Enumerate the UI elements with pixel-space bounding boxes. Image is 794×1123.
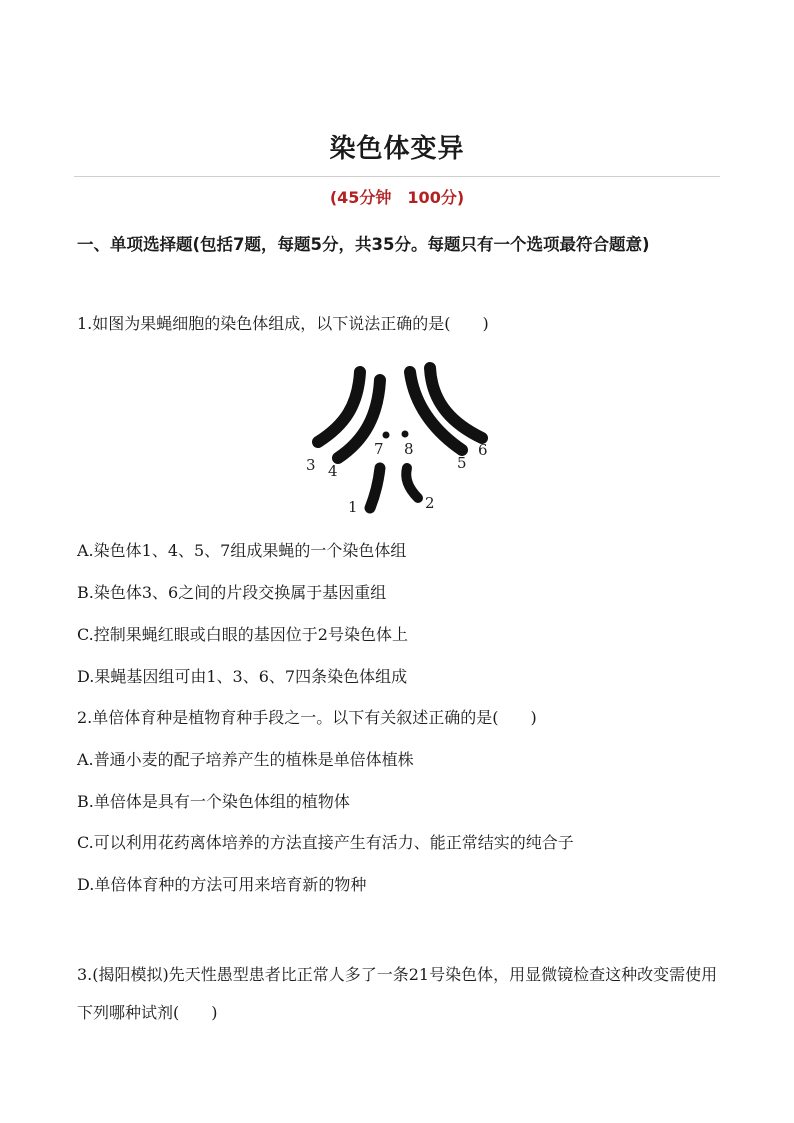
label-2: 2 xyxy=(425,494,435,512)
question-1-option-c: C.控制果蝇红眼或白眼的基因位于2号染色体上 xyxy=(77,625,408,644)
question-2-option-c: C.可以利用花药离体培养的方法直接产生有活力、能正常结实的纯合子 xyxy=(77,833,574,852)
title-divider xyxy=(74,176,720,177)
section-heading: 一、单项选择题(包括7题，每题5分，共35分。每题只有一个选项最符合题意) xyxy=(77,235,650,254)
question-1-stem: 1.如图为果蝇细胞的染色体组成，以下说法正确的是( ) xyxy=(77,314,489,333)
question-2-stem: 2.单倍体育种是植物育种手段之一。以下有关叙述正确的是( ) xyxy=(77,708,537,727)
label-6: 6 xyxy=(478,441,488,459)
chromosome-figure xyxy=(300,350,500,530)
label-1: 1 xyxy=(348,498,358,516)
chromosome-7 xyxy=(383,432,390,439)
label-3: 3 xyxy=(306,456,316,474)
question-2-option-b: B.单倍体是具有一个染色体组的植物体 xyxy=(77,792,350,811)
question-1-option-d: D.果蝇基因组可由1、3、6、7四条染色体组成 xyxy=(77,667,408,686)
label-8: 8 xyxy=(404,440,414,458)
label-7: 7 xyxy=(374,440,384,458)
chromosome-3 xyxy=(318,372,360,442)
exam-time-score: (45分钟 100分) xyxy=(329,188,465,207)
label-4: 4 xyxy=(328,462,338,480)
question-1-option-a: A.染色体1、4、5、7组成果蝇的一个染色体组 xyxy=(77,541,407,560)
chromosome-diagram xyxy=(300,350,500,530)
question-1-option-b: B.染色体3、6之间的片段交换属于基因重组 xyxy=(77,583,387,602)
chromosome-1 xyxy=(370,468,380,508)
question-2-option-a: A.普通小麦的配子培养产生的植株是单倍体植株 xyxy=(77,750,414,769)
chromosome-8 xyxy=(402,431,409,438)
question-2-option-d: D.单倍体育种的方法可用来培育新的物种 xyxy=(77,875,367,894)
label-5: 5 xyxy=(457,454,467,472)
page-title: 染色体变异 xyxy=(329,134,465,164)
question-3-stem: 3.(揭阳模拟)先天性愚型患者比正常人多了一条21号染色体，用显微镜检查这种改变需使用下列哪种试剂( ) xyxy=(77,965,718,1022)
chromosome-2 xyxy=(406,468,418,498)
